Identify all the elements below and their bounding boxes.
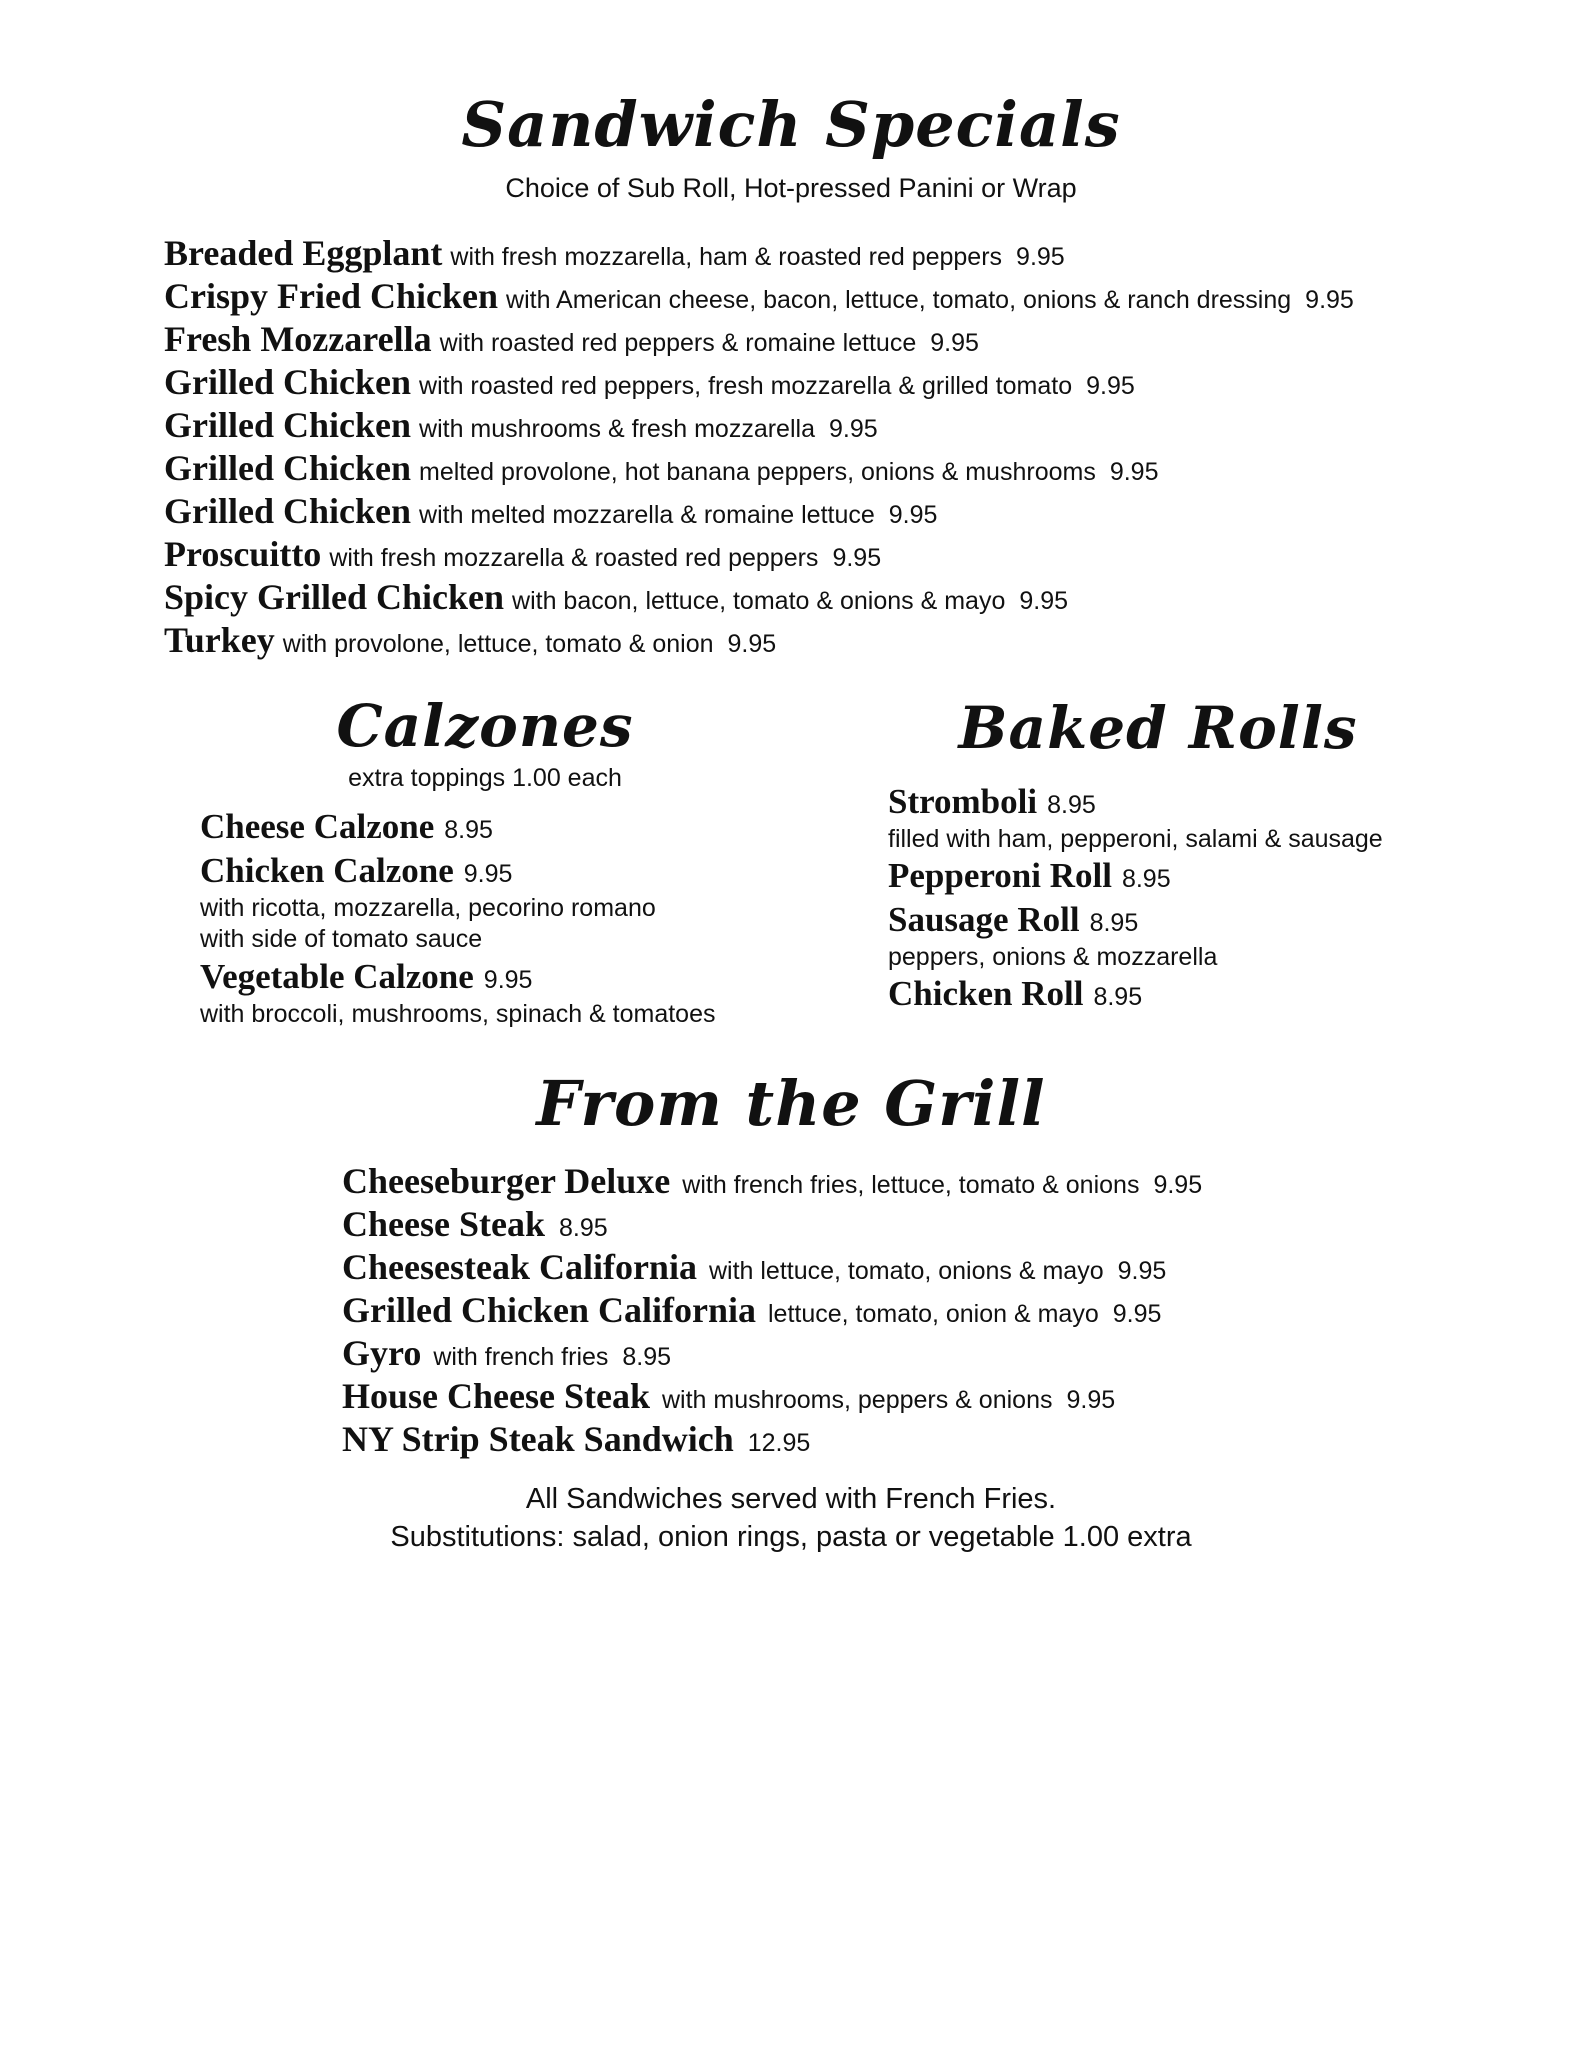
- item-name: Chicken Calzone: [200, 851, 454, 890]
- calzones-note: extra toppings 1.00 each: [348, 764, 622, 792]
- item-price: 9.95: [1109, 458, 1159, 486]
- menu-item: [200, 805, 840, 849]
- item-name: Cheese Steak: [342, 1204, 545, 1244]
- item-name: Crispy Fried Chicken: [164, 276, 499, 316]
- item-name: Turkey: [164, 620, 275, 660]
- menu-item: [164, 404, 1564, 447]
- item-price: 9.95: [727, 630, 777, 658]
- sandwich-specials-list: [164, 232, 1564, 662]
- item-description: with provolone, lettuce, tomato & onion: [282, 630, 714, 658]
- menu-item: [164, 232, 1564, 275]
- item-name: Proscuitto: [164, 534, 322, 574]
- sandwich-specials-subtitle: Choice of Sub Roll, Hot-pressed Panini or Wrap: [505, 173, 1077, 203]
- item-description: with french fries, lettuce, tomato & onions: [682, 1171, 1140, 1199]
- item-price: 9.95: [828, 415, 878, 443]
- menu-item: [164, 318, 1564, 361]
- item-name: Breaded Eggplant: [164, 233, 443, 273]
- item-name: Cheesesteak California: [342, 1247, 697, 1287]
- menu-item: [888, 854, 1568, 898]
- menu-item: [888, 898, 1568, 972]
- item-description: with mushrooms, peppers & onions: [662, 1386, 1053, 1414]
- item-name: NY Strip Steak Sandwich: [342, 1419, 734, 1459]
- item-name: Stromboli: [888, 782, 1038, 821]
- item-price: 9.95: [1112, 1300, 1162, 1328]
- item-name: Vegetable Calzone: [200, 957, 474, 996]
- calzones-section: [200, 688, 840, 1030]
- grill-title: From the Grill: [536, 1067, 1046, 1140]
- item-price: 9.95: [1117, 1257, 1167, 1285]
- calzones-header: [200, 688, 770, 793]
- menu-item: [342, 1203, 1542, 1246]
- menu-item: [164, 275, 1564, 318]
- item-price: 9.95: [1016, 243, 1065, 271]
- menu-item: [888, 780, 1568, 854]
- menu-item: [164, 619, 1564, 662]
- item-name: Gyro: [342, 1333, 422, 1373]
- item-name: Grilled Chicken: [164, 405, 412, 445]
- menu-item: [888, 972, 1568, 1016]
- calzones-title: Calzones: [336, 692, 634, 760]
- item-price: 9.95: [1086, 372, 1135, 400]
- sandwich-specials-header: [0, 85, 1582, 204]
- menu-item: [342, 1375, 1542, 1418]
- baked-rolls-title: Baked Rolls: [958, 694, 1358, 762]
- grill-list: [342, 1160, 1542, 1461]
- item-description: with french fries: [433, 1343, 609, 1371]
- item-name: Grilled Chicken: [164, 491, 412, 531]
- menu-footer: [0, 1480, 1582, 1556]
- item-name: House Cheese Steak: [342, 1376, 650, 1416]
- item-description: with broccoli, mushrooms, spinach & tomatoes: [200, 1000, 716, 1028]
- item-description: with roasted red peppers, fresh mozzarella & grilled tomato: [419, 372, 1073, 400]
- baked-rolls-section: [888, 690, 1568, 1016]
- menu-item: [342, 1289, 1542, 1332]
- menu-item: [342, 1246, 1542, 1289]
- item-price: 8.95: [558, 1214, 608, 1242]
- item-price: 9.95: [888, 501, 938, 529]
- item-price: 9.95: [1305, 286, 1354, 314]
- item-price: 8.95: [1047, 791, 1096, 819]
- item-description: filled with ham, pepperoni, salami & sausage: [888, 825, 1383, 853]
- item-price: 8.95: [444, 816, 493, 844]
- item-name: Grilled Chicken California: [342, 1290, 756, 1330]
- menu-item: [164, 490, 1564, 533]
- item-price: 9.95: [1153, 1171, 1203, 1199]
- item-description: with fresh mozzarella, ham & roasted red peppers: [450, 243, 1003, 271]
- item-name: Spicy Grilled Chicken: [164, 577, 505, 617]
- item-price: 9.95: [1019, 587, 1069, 615]
- item-description: with side of tomato sauce: [200, 925, 483, 953]
- item-price: 9.95: [832, 544, 882, 572]
- menu-item: [342, 1332, 1542, 1375]
- item-name: Cheese Calzone: [200, 807, 435, 846]
- item-description: with fresh mozzarella & roasted red peppers: [329, 544, 819, 572]
- item-description: with bacon, lettuce, tomato & onions & mayo: [512, 587, 1006, 615]
- item-description: lettuce, tomato, onion & mayo: [768, 1300, 1099, 1328]
- item-name: Sausage Roll: [888, 900, 1080, 939]
- item-description: with mushrooms & fresh mozzarella: [419, 415, 815, 443]
- sandwich-specials-title: Sandwich Specials: [461, 88, 1121, 161]
- item-description: with melted mozzarella & romaine lettuce: [419, 501, 875, 529]
- item-description: with ricotta, mozzarella, pecorino romano: [200, 894, 656, 922]
- menu-item: [164, 447, 1564, 490]
- item-price: 8.95: [622, 1343, 672, 1371]
- footer-substitutions-note: Substitutions: salad, onion rings, pasta or vegetable 1.00 extra: [390, 1521, 1192, 1553]
- item-name: Grilled Chicken: [164, 448, 412, 488]
- item-description: with roasted red peppers & romaine lettuce: [439, 329, 917, 357]
- item-name: Grilled Chicken: [164, 362, 412, 402]
- item-price: 8.95: [1121, 865, 1171, 893]
- item-price: 12.95: [747, 1429, 811, 1457]
- menu-item: [164, 576, 1564, 619]
- item-price: 8.95: [1093, 983, 1143, 1011]
- item-description: melted provolone, hot banana peppers, onions & mushrooms: [419, 458, 1096, 486]
- baked-rolls-list: [888, 780, 1568, 1016]
- item-name: Fresh Mozzarella: [164, 319, 432, 359]
- menu-item: [342, 1418, 1542, 1461]
- grill-header: [0, 1064, 1582, 1144]
- item-description: peppers, onions & mozzarella: [888, 943, 1218, 971]
- menu-item: [164, 533, 1564, 576]
- item-price: 9.95: [930, 329, 979, 357]
- item-description: with lettuce, tomato, onions & mayo: [708, 1257, 1104, 1285]
- menu-item: [200, 849, 840, 955]
- item-price: 9.95: [1066, 1386, 1116, 1414]
- item-price: 9.95: [483, 966, 533, 994]
- baked-rolls-header: [888, 690, 1428, 766]
- menu-item: [342, 1160, 1542, 1203]
- menu-item: [200, 955, 840, 1030]
- item-price: 8.95: [1089, 909, 1139, 937]
- item-description: with American cheese, bacon, lettuce, tomato, onions & ranch dressing: [506, 286, 1292, 314]
- menu-item: [164, 361, 1564, 404]
- item-price: 9.95: [463, 860, 513, 888]
- calzones-list: [200, 805, 840, 1030]
- item-name: Chicken Roll: [888, 974, 1084, 1013]
- item-name: Pepperoni Roll: [888, 856, 1112, 895]
- footer-fries-note: All Sandwiches served with French Fries.: [525, 1483, 1057, 1515]
- item-name: Cheeseburger Deluxe: [342, 1161, 671, 1201]
